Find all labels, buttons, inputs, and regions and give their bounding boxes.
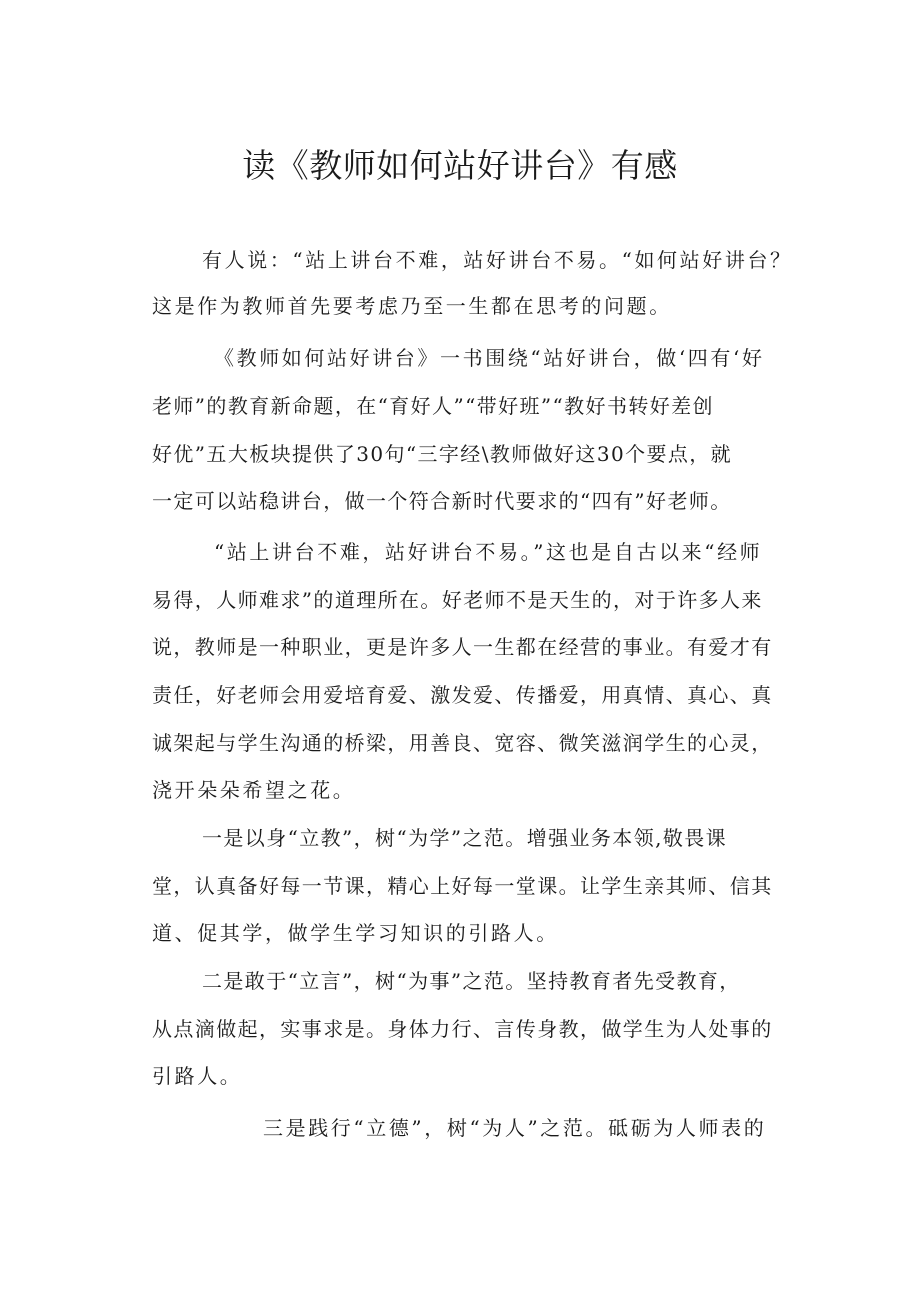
- text-line: 说，教师是一种职业，更是许多人一生都在经营的事业。有爱才有: [152, 635, 773, 659]
- text-line: 责任，好老师会用爱培育爱、激发爱、传播爱，用真情、真心、真: [152, 683, 773, 707]
- text-line: 浇开朵朵希望之花。: [152, 778, 356, 802]
- text-line: 堂，认真备好每一节课，精心上好每一堂课。让学生亲其师、信其: [152, 874, 773, 898]
- text-line: 诚架起与学生沟通的桥梁，用善良、宽容、微笑滋润学生的心灵，: [152, 731, 773, 755]
- text-line: “站上讲台不难，站好讲台不易。”这也是自古以来“经师: [214, 540, 763, 564]
- text-line: 老师”的教育新命题，在“育好人”“带好班”“教好书转好差创: [152, 394, 714, 418]
- text-line: 一定可以站稳讲台，做一个符合新时代要求的“四有”好老师。: [152, 489, 732, 513]
- text-line: 《教师如何站好讲台》一书围绕“站好讲台，做‘四有‘好: [214, 346, 765, 370]
- text-line: 三是践行“立德”，树“为人”之范。砥砺为人师表的: [263, 1116, 767, 1140]
- text-line: 二是敢于“立言”，树“为事”之范。坚持教育者先受教育，: [202, 969, 741, 993]
- text-line: 引路人。: [152, 1064, 243, 1088]
- text-line: 一是以身“立教”，树“为学”之范。增强业务本领,敬畏课: [202, 826, 728, 850]
- text-line: 从点滴做起，实事求是。身体力行、言传身教，做学生为人处事的: [152, 1017, 773, 1041]
- text-line: 有人说：“站上讲台不难，站好讲台不易。“如何站好讲台？: [202, 248, 793, 272]
- text-line: 易得，人师难求”的道理所在。好老师不是天生的，对于许多人来: [152, 588, 763, 612]
- text-line: 道、促其学，做学生学习知识的引路人。: [152, 921, 559, 945]
- text-line: 好优”五大板块提供了30句“三字经\教师做好这30个要点，就: [152, 442, 733, 466]
- text-line: 这是作为教师首先要考虑乃至一生都在思考的问题。: [152, 294, 672, 318]
- document-title: 读《教师如何站好讲台》有感: [242, 146, 678, 185]
